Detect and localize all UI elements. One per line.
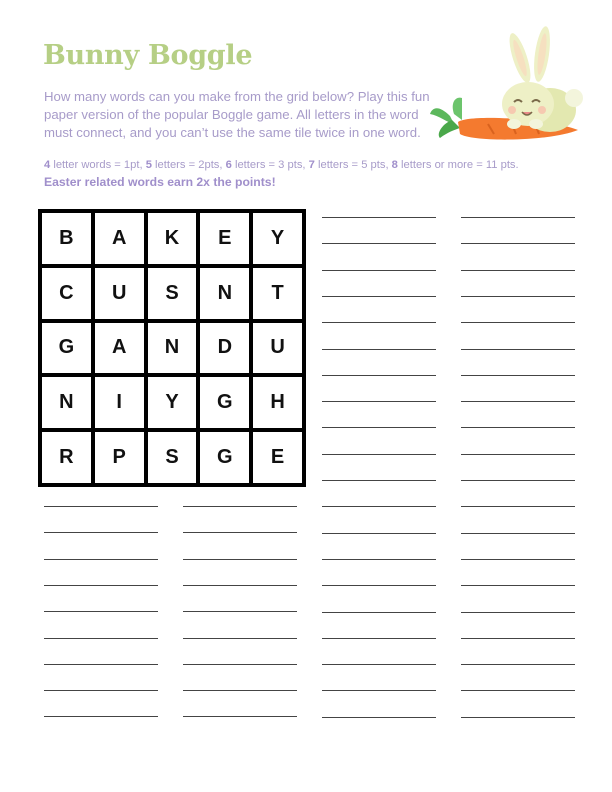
answer-line[interactable]: [44, 532, 158, 533]
grid-tile: A: [95, 323, 144, 374]
answer-line[interactable]: [322, 638, 436, 639]
answer-line[interactable]: [44, 690, 158, 691]
answer-line[interactable]: [461, 690, 575, 691]
answer-line[interactable]: [461, 270, 575, 271]
answer-line[interactable]: [183, 664, 297, 665]
answer-line[interactable]: [183, 716, 297, 717]
answer-line[interactable]: [461, 454, 575, 455]
answer-line[interactable]: [322, 296, 436, 297]
bonus-text: Easter related words earn 2x the points!: [44, 175, 276, 189]
grid-tile: P: [95, 432, 144, 483]
answer-line[interactable]: [461, 401, 575, 402]
intro-text: How many words can you make from the grid below? Play this fun paper version of the popular Boggle game. All letters in the word must connect, and you can’t use the same tile twice in one word.: [44, 89, 430, 140]
answer-line[interactable]: [461, 480, 575, 481]
answer-line[interactable]: [461, 533, 575, 534]
answer-line[interactable]: [461, 427, 575, 428]
answer-line[interactable]: [44, 585, 158, 586]
answer-line[interactable]: [322, 612, 436, 613]
answer-line[interactable]: [322, 401, 436, 402]
answer-line[interactable]: [183, 559, 297, 560]
grid-tile: K: [148, 213, 197, 264]
answer-line[interactable]: [44, 611, 158, 612]
answer-line[interactable]: [461, 559, 575, 560]
carrot-leaves: [430, 98, 462, 138]
answer-line[interactable]: [322, 322, 436, 323]
grid-tile: N: [42, 377, 91, 428]
answer-line[interactable]: [44, 664, 158, 665]
grid-tile: U: [253, 323, 302, 374]
answer-line[interactable]: [322, 533, 436, 534]
grid-tile: I: [95, 377, 144, 428]
answer-line[interactable]: [322, 454, 436, 455]
answer-line[interactable]: [461, 349, 575, 350]
answer-line[interactable]: [461, 217, 575, 218]
answer-line[interactable]: [183, 506, 297, 507]
answer-line[interactable]: [44, 506, 158, 507]
answer-line[interactable]: [183, 638, 297, 639]
grid-tile: E: [253, 432, 302, 483]
answer-line[interactable]: [461, 717, 575, 718]
scoring-text: letters = 2pts,: [151, 159, 226, 171]
grid-tile: Y: [253, 213, 302, 264]
scoring-text: letters = 3 pts,: [231, 159, 309, 171]
grid-tile: S: [148, 432, 197, 483]
scoring-num: 8: [391, 159, 398, 171]
grid-tile: G: [42, 323, 91, 374]
grid-tile: U: [95, 268, 144, 319]
answer-line[interactable]: [322, 506, 436, 507]
boggle-grid: [38, 209, 306, 487]
answer-line[interactable]: [322, 559, 436, 560]
answer-line[interactable]: [461, 375, 575, 376]
grid-tile: D: [200, 323, 249, 374]
scoring-rules: [44, 158, 544, 172]
answer-line[interactable]: [461, 638, 575, 639]
answer-line[interactable]: [183, 611, 297, 612]
answer-line[interactable]: [461, 612, 575, 613]
answer-line[interactable]: [461, 322, 575, 323]
scoring-num: 4: [44, 159, 51, 171]
answer-line[interactable]: [322, 480, 436, 481]
scoring-num: 5: [145, 159, 152, 171]
grid-tile: E: [200, 213, 249, 264]
grid-tile: A: [95, 213, 144, 264]
grid-tile: N: [200, 268, 249, 319]
answer-line[interactable]: [44, 638, 158, 639]
grid-tile: S: [148, 268, 197, 319]
answer-line[interactable]: [322, 243, 436, 244]
answer-line[interactable]: [461, 664, 575, 665]
answer-line[interactable]: [183, 532, 297, 533]
scoring-text: letter words = 1pt,: [50, 159, 146, 171]
answer-line[interactable]: [44, 559, 158, 560]
answer-line[interactable]: [322, 349, 436, 350]
answer-line[interactable]: [461, 585, 575, 586]
grid-tile: C: [42, 268, 91, 319]
answer-line[interactable]: [461, 243, 575, 244]
bunny-icon: [428, 24, 588, 150]
answer-line[interactable]: [461, 506, 575, 507]
scoring-text: letters = 5 pts,: [314, 159, 392, 171]
answer-line[interactable]: [322, 585, 436, 586]
answer-line[interactable]: [183, 585, 297, 586]
page-title: Bunny Boggle: [43, 40, 253, 71]
scoring-num: 7: [308, 159, 315, 171]
grid-tile: G: [200, 432, 249, 483]
answer-line[interactable]: [322, 217, 436, 218]
grid-tile: Y: [148, 377, 197, 428]
grid-tile: N: [148, 323, 197, 374]
grid-tile: R: [42, 432, 91, 483]
answer-line[interactable]: [44, 716, 158, 717]
grid-tile: T: [253, 268, 302, 319]
scoring-text: letters or more = 11 pts.: [397, 159, 519, 171]
answer-line[interactable]: [322, 270, 436, 271]
answer-line[interactable]: [461, 296, 575, 297]
answer-line[interactable]: [322, 375, 436, 376]
answer-line[interactable]: [322, 690, 436, 691]
answer-line[interactable]: [322, 664, 436, 665]
answer-line[interactable]: [183, 690, 297, 691]
scoring-num: 6: [225, 159, 232, 171]
answer-line[interactable]: [322, 427, 436, 428]
grid-tile: H: [253, 377, 302, 428]
answer-line[interactable]: [322, 717, 436, 718]
grid-tile: B: [42, 213, 91, 264]
grid-tile: G: [200, 377, 249, 428]
